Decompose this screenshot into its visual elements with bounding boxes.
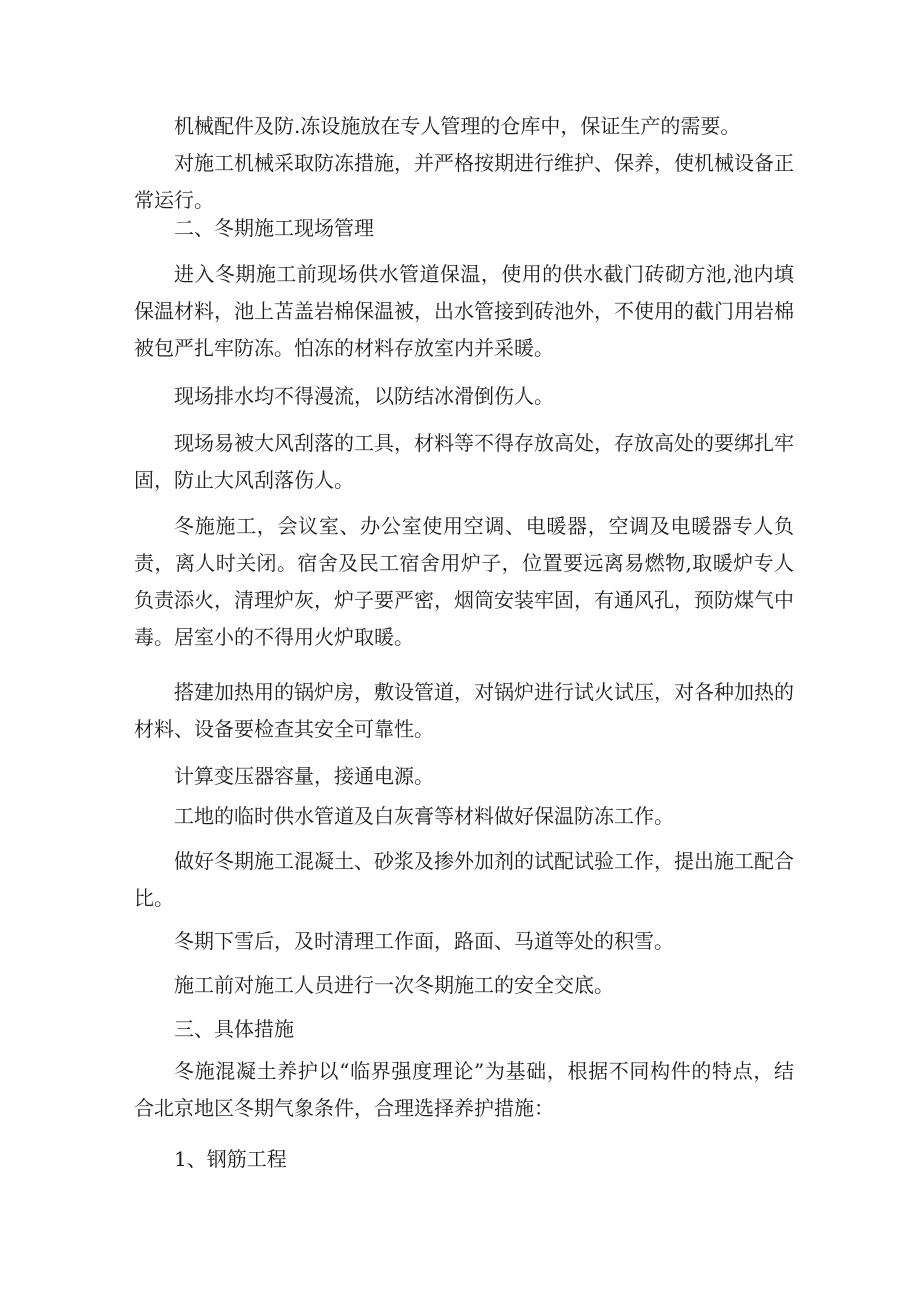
paragraph-heating-offices: 冬施施工，会议室、办公室使用空调、电暖器，空调及电暖器专人负责，离人时关闭。宿舍及民工宿舍用炉子，位置要远离易燃物,取暖炉专人负责添火，清理炉灰，炉子要严密，烟筒安装牢固，有通风孔，预防煤气中毒。居室小的不得用火炉取暖。: [134, 514, 794, 649]
paragraph-temp-water: 工地的临时供水管道及白灰膏等材料做好保温防冻工作。: [174, 804, 674, 828]
paragraph-wind-tools: 现场易被大风刮落的工具，材料等不得存放高处，存放高处的要绑扎牢固，防止大风刮落伤人。: [134, 431, 794, 492]
paragraph-trial-mix: 做好冬期施工混凝土、砂浆及掺外加剂的试配试验工作，提出施工配合比。: [134, 849, 794, 910]
paragraph-machinery-antifreeze: 对施工机械采取防冻措施，并严格按期进行维护、保养，使机械设备正常运行。: [134, 151, 794, 212]
subheading-rebar-works: 1、钢筋工程: [174, 1147, 287, 1171]
paragraph-drainage: 现场排水均不得漫流，以防结冰滑倒伤人。: [174, 384, 554, 408]
section-heading-measures: 三、具体措施: [174, 1017, 294, 1041]
paragraph-water-pipe-insulation: 进入冬期施工前现场供水管道保温，使用的供水截门砖砌方池,池内填保温材料，池上苫盖岩棉保温被，出水管接到砖池外，不使用的截门用岩棉被包严扎牢防冻。怕冻的材料存放室内并采暖。: [134, 262, 794, 360]
paragraph-boiler-room: 搭建加热用的锅炉房，敷设管道，对锅炉进行试火试压，对各种加热的材料、设备要检查其安全可靠性。: [134, 680, 794, 741]
paragraph-transformer: 计算变压器容量，接通电源。: [174, 764, 434, 788]
paragraph-concrete-curing: 冬施混凝土养护以“临界强度理论”为基础，根据不同构件的特点，结合北京地区冬期气象条件，合理选择养护措施：: [134, 1059, 794, 1120]
paragraph-spare-parts: 机械配件及防.冻设施放在专人管理的仓库中，保证生产的需要。: [174, 114, 741, 138]
paragraph-snow-clearing: 冬期下雪后，及时清理工作面，路面、马道等处的积雪。: [174, 929, 674, 953]
section-heading-site-management: 二、冬期施工现场管理: [174, 216, 374, 240]
paragraph-safety-briefing: 施工前对施工人员进行一次冬期施工的安全交底。: [174, 973, 614, 997]
